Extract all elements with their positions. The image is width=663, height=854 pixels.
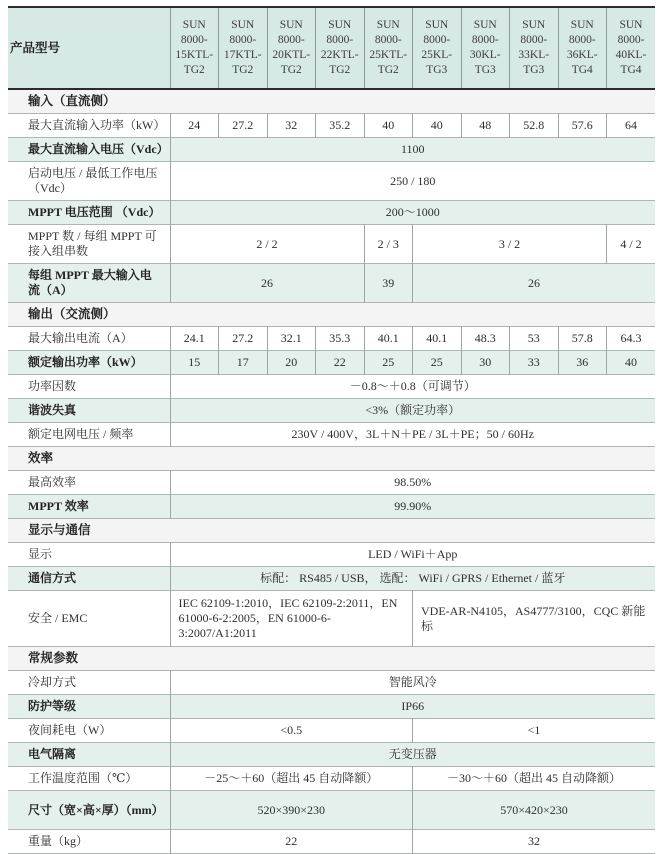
spec-label: 工作温度范围（℃） [8, 767, 170, 791]
spec-label: 谐波失真 [8, 399, 170, 423]
spec-value: 39 [364, 264, 413, 303]
spec-row [8, 767, 655, 791]
spec-label: MPPT 数 / 每组 MPPT 可接入组串数 [8, 225, 170, 264]
section-title: 输出（交流侧） [8, 303, 655, 327]
spec-row [8, 495, 655, 519]
spec-value: 30 [461, 351, 510, 375]
spec-row [8, 471, 655, 495]
spec-value: <3%（额定功率） [170, 399, 655, 423]
spec-value: 200～1000 [170, 201, 655, 225]
spec-value: 35.2 [316, 114, 365, 138]
spec-value: 40 [607, 351, 656, 375]
spec-row [8, 327, 655, 351]
spec-value: 25 [413, 351, 462, 375]
spec-value: 57.6 [558, 114, 607, 138]
spec-label: 最大输出电流（A） [8, 327, 170, 351]
spec-value: －30～＋60（超出 45 自动降额） [413, 767, 656, 791]
model-name: SUN 8000-20KTL-TG2 [267, 7, 316, 89]
model-name: SUN 8000-33KL-TG3 [510, 7, 559, 89]
spec-value: 40 [413, 114, 462, 138]
model-name: SUN 8000-36KL-TG4 [558, 7, 607, 89]
model-name: SUN 8000-15KTL-TG2 [170, 7, 219, 89]
spec-row [8, 162, 655, 201]
spec-value: 64 [607, 114, 656, 138]
spec-value: 230V / 400V，3L＋N＋PE / 3L＋PE；50 / 60Hz [170, 423, 655, 447]
section-header-row [8, 89, 655, 114]
spec-row [8, 567, 655, 591]
section-title: 输入（直流侧） [8, 89, 655, 114]
spec-value: 2 / 3 [364, 225, 413, 264]
model-name: SUN 8000-22KTL-TG2 [316, 7, 365, 89]
spec-row [8, 743, 655, 767]
model-name: SUN 8000-40KL-TG4 [607, 7, 656, 89]
model-name: SUN 8000-25KL-TG3 [413, 7, 462, 89]
spec-value: VDE-AR-N4105，AS4777/3100，CQC 新能标 [413, 591, 656, 647]
spec-value: 26 [413, 264, 656, 303]
spec-label: 功率因数 [8, 375, 170, 399]
spec-value: 22 [316, 351, 365, 375]
spec-value: <1 [413, 719, 656, 743]
spec-value: 3 / 2 [413, 225, 607, 264]
spec-value: 48 [461, 114, 510, 138]
spec-value: 20 [267, 351, 316, 375]
spec-label: 显示 [8, 543, 170, 567]
spec-row [8, 201, 655, 225]
spec-value: 570×420×230 [413, 791, 656, 830]
spec-label: 最高效率 [8, 471, 170, 495]
spec-row [8, 791, 655, 830]
spec-value: 22 [170, 830, 413, 854]
product-spec-table [8, 6, 655, 854]
spec-row [8, 591, 655, 647]
spec-row [8, 719, 655, 743]
spec-value: LED / WiFi＋App [170, 543, 655, 567]
spec-value: 26 [170, 264, 364, 303]
spec-value: 无变压器 [170, 743, 655, 767]
spec-row [8, 114, 655, 138]
spec-value: 24.1 [170, 327, 219, 351]
model-name: SUN 8000-17KTL-TG2 [219, 7, 268, 89]
spec-label: 电气隔离 [8, 743, 170, 767]
spec-row [8, 671, 655, 695]
spec-value: 520×390×230 [170, 791, 413, 830]
spec-row [8, 138, 655, 162]
spec-value: <0.5 [170, 719, 413, 743]
section-header-row [8, 303, 655, 327]
section-title: 常规参数 [8, 647, 655, 671]
spec-label: 安全 / EMC [8, 591, 170, 647]
spec-value: 标配： RS485 / USB， 选配： WiFi / GPRS / Ethernet / 蓝牙 [170, 567, 655, 591]
spec-value: 24 [170, 114, 219, 138]
spec-label: MPPT 效率 [8, 495, 170, 519]
spec-label: 冷却方式 [8, 671, 170, 695]
spec-value: 智能风冷 [170, 671, 655, 695]
spec-row [8, 375, 655, 399]
spec-label: 防护等级 [8, 695, 170, 719]
spec-value: 40.1 [364, 327, 413, 351]
spec-label: 最大直流输入功率（kW） [8, 114, 170, 138]
spec-row [8, 830, 655, 854]
spec-row [8, 543, 655, 567]
model-header-row [8, 7, 655, 89]
spec-label: 重量（kg） [8, 830, 170, 854]
spec-value: 1100 [170, 138, 655, 162]
spec-value: 57.8 [558, 327, 607, 351]
spec-value: 32 [267, 114, 316, 138]
spec-label: 每组 MPPT 最大输入电流（A） [8, 264, 170, 303]
section-header-row [8, 447, 655, 471]
spec-value: 4 / 2 [607, 225, 656, 264]
spec-value: 25 [364, 351, 413, 375]
spec-value: 36 [558, 351, 607, 375]
spec-label: 额定电网电压 / 频率 [8, 423, 170, 447]
spec-value: 15 [170, 351, 219, 375]
spec-value: 250 / 180 [170, 162, 655, 201]
spec-value: 53 [510, 327, 559, 351]
spec-value: 40 [364, 114, 413, 138]
section-header-row [8, 647, 655, 671]
spec-label: 通信方式 [8, 567, 170, 591]
spec-row [8, 351, 655, 375]
spec-value: 35.3 [316, 327, 365, 351]
spec-value: 64.3 [607, 327, 656, 351]
spec-row [8, 225, 655, 264]
spec-value: IP66 [170, 695, 655, 719]
spec-value: －25～＋60（超出 45 自动降额） [170, 767, 413, 791]
spec-value: 32 [413, 830, 656, 854]
spec-value: 33 [510, 351, 559, 375]
spec-label: 额定输出功率（kW） [8, 351, 170, 375]
section-header-row [8, 519, 655, 543]
spec-row [8, 695, 655, 719]
spec-value: 2 / 2 [170, 225, 364, 264]
spec-label: 尺寸（宽×高×厚）（mm） [8, 791, 170, 830]
spec-value: 99.90% [170, 495, 655, 519]
spec-value: 98.50% [170, 471, 655, 495]
spec-label: MPPT 电压范围 （Vdc） [8, 201, 170, 225]
spec-value: 27.2 [219, 114, 268, 138]
spec-value: 27.2 [219, 327, 268, 351]
section-title: 效率 [8, 447, 655, 471]
spec-label: 最大直流输入电压（Vdc） [8, 138, 170, 162]
spec-label: 启动电压 / 最低工作电压（Vdc） [8, 162, 170, 201]
spec-value: IEC 62109-1:2010，IEC 62109-2:2011，EN 61000-6-2:2005，EN 61000-6-3:2007/A1:2011 [170, 591, 413, 647]
spec-row [8, 423, 655, 447]
model-name: SUN 8000-25KTL-TG2 [364, 7, 413, 89]
spec-label: 夜间耗电（W） [8, 719, 170, 743]
spec-value: 32.1 [267, 327, 316, 351]
spec-value: 40.1 [413, 327, 462, 351]
model-name: SUN 8000-30KL-TG3 [461, 7, 510, 89]
spec-value: 17 [219, 351, 268, 375]
section-title: 显示与通信 [8, 519, 655, 543]
spec-value: 48.3 [461, 327, 510, 351]
spec-row [8, 399, 655, 423]
product-model-header-label: 产品型号 [8, 7, 170, 89]
spec-value: 52.8 [510, 114, 559, 138]
spec-row [8, 264, 655, 303]
spec-value: －0.8～＋0.8（可调节） [170, 375, 655, 399]
